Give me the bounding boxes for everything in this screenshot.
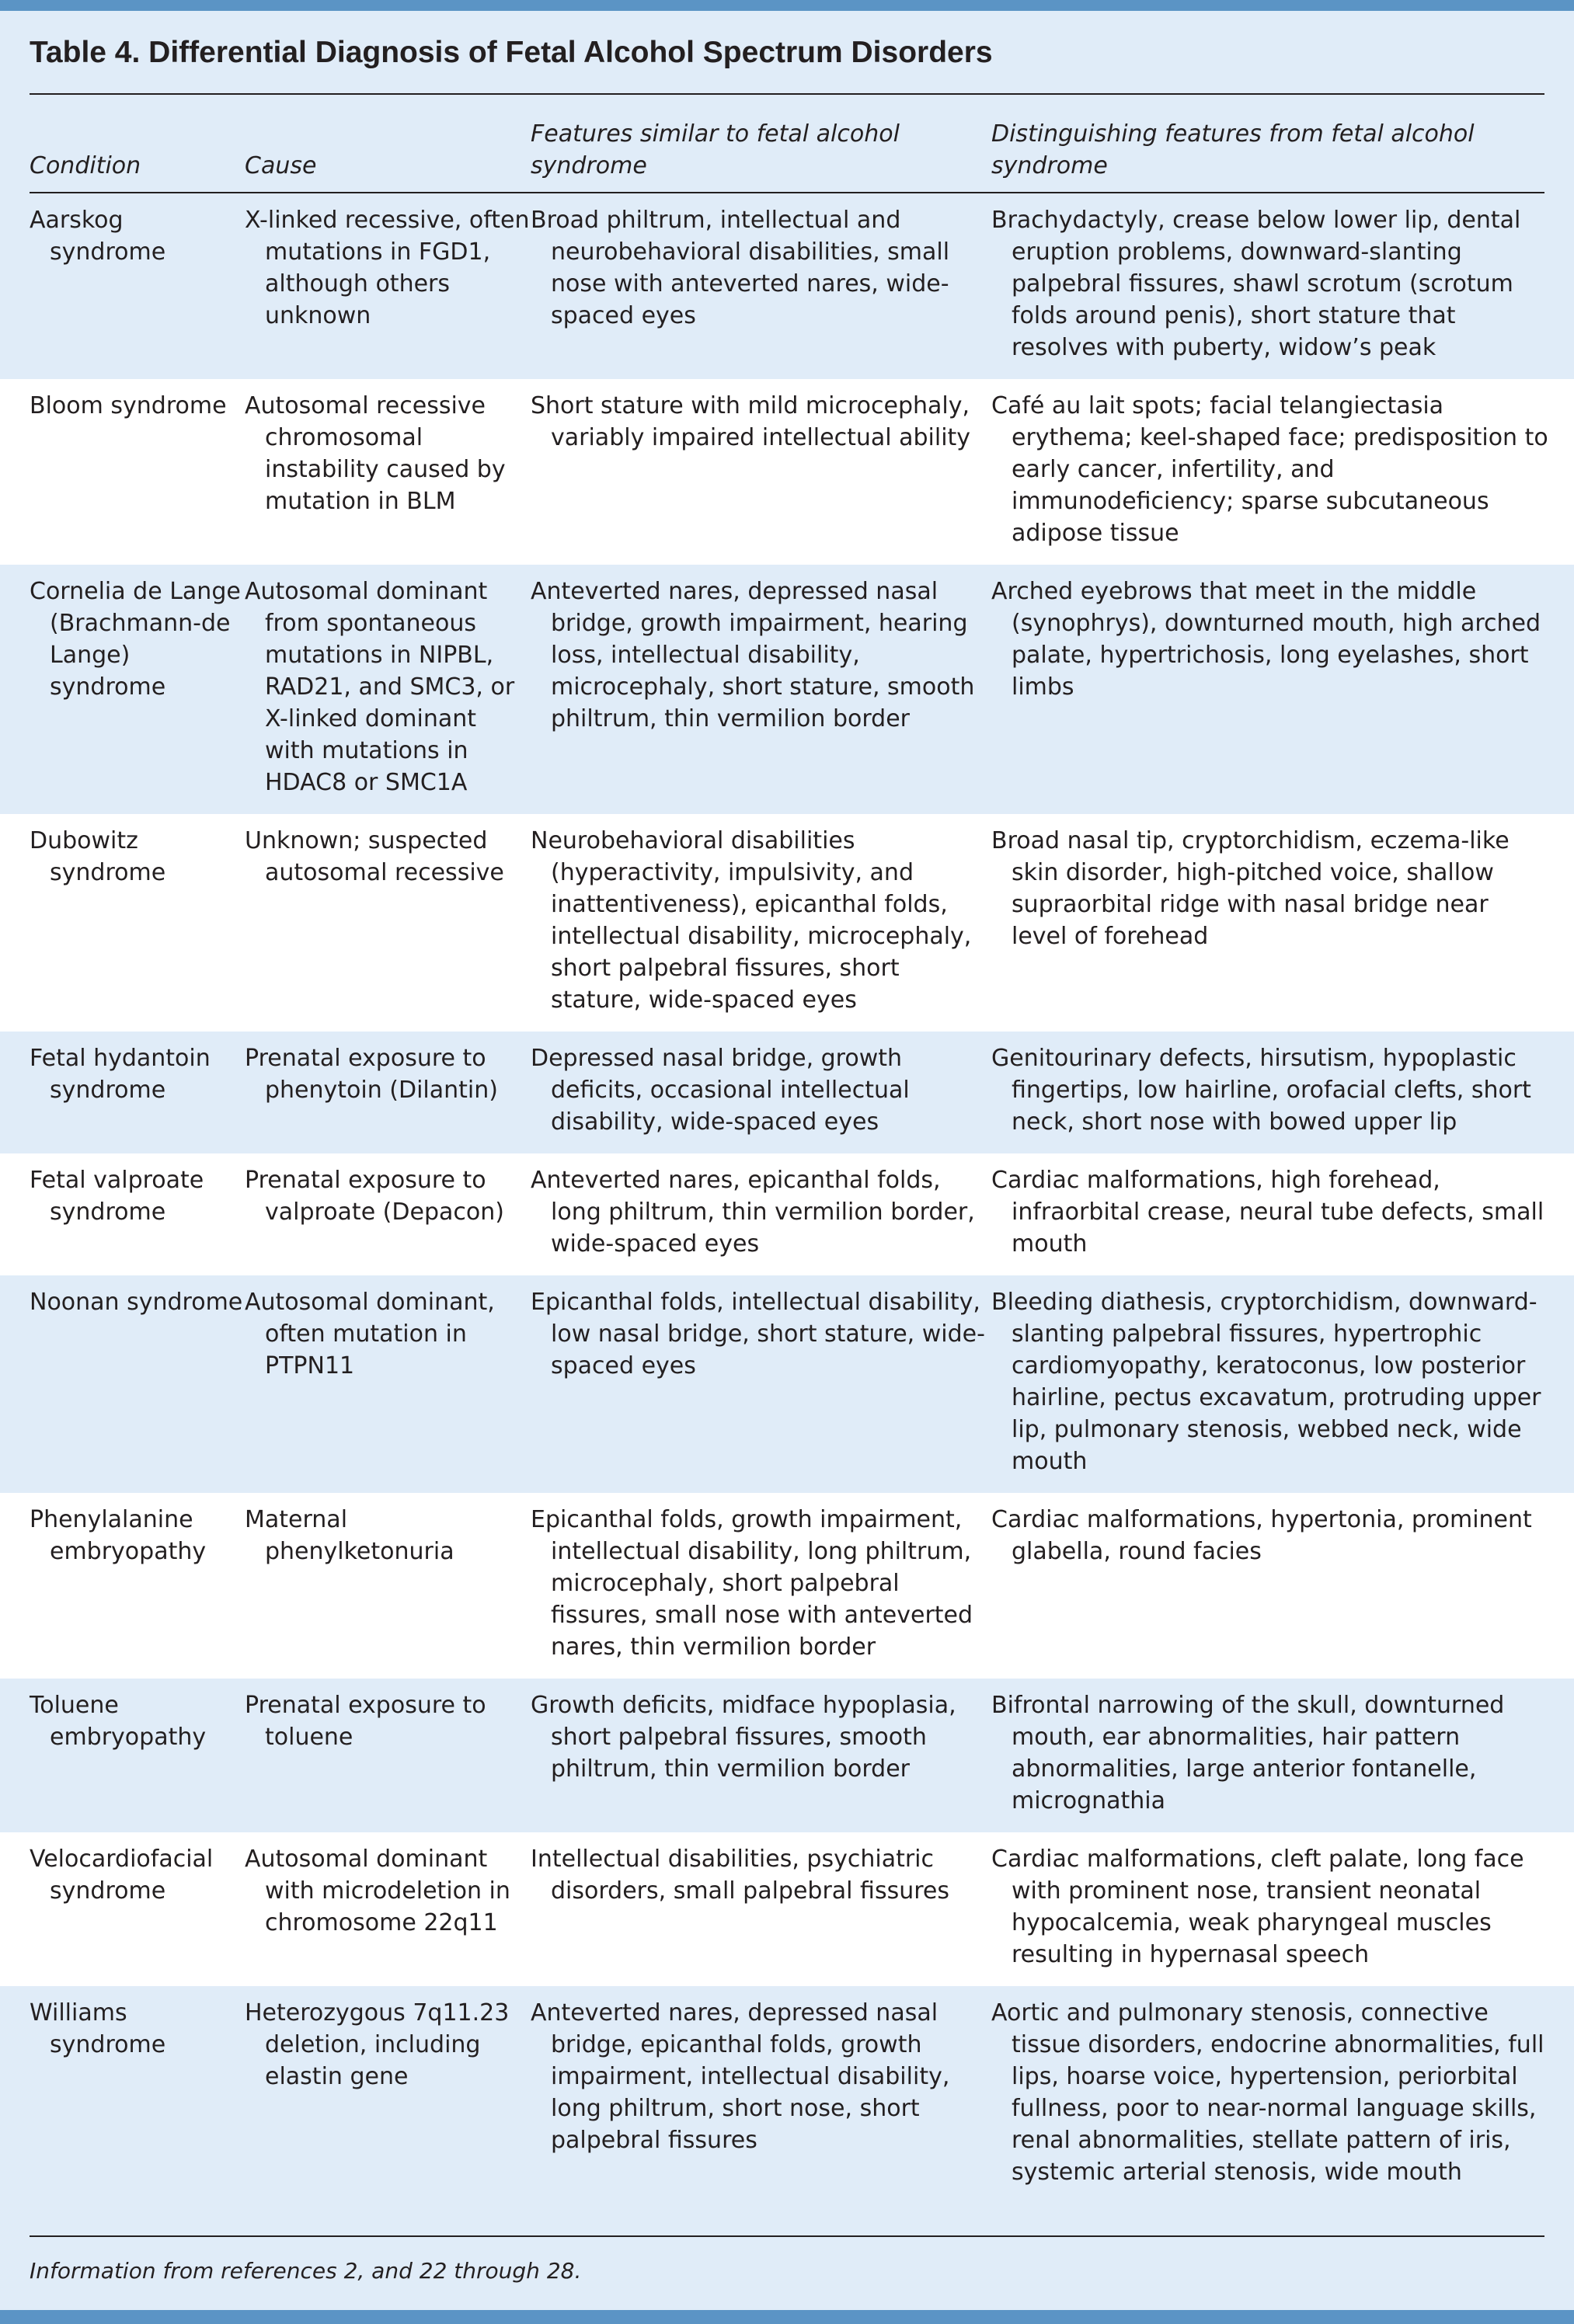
cell-distinguishing-features	[991, 1986, 1574, 2204]
cell-condition	[0, 1032, 245, 1153]
cell-condition-text: Aarskog syndrome	[30, 207, 166, 266]
cell-distinguishing-features-text: Cardiac malformations, high forehead, infraorbital crease, neural tube defects, small mouth	[991, 1167, 1544, 1258]
cell-cause-text: Autosomal recessive chromosomal instability caused by mutation in BLM	[245, 392, 506, 515]
cell-cause	[245, 1275, 531, 1493]
cell-similar-features-text: Short stature with mild microcephaly, variably impaired intellectual ability	[531, 392, 971, 451]
cell-condition-text: Fetal hydantoin syndrome	[30, 1045, 211, 1104]
cell-cause	[245, 814, 531, 1032]
cell-distinguishing-features-text: Cardiac malformations, hypertonia, prominent glabella, round facies	[991, 1506, 1532, 1565]
table-row	[0, 1032, 1574, 1153]
cell-similar-features	[531, 1275, 991, 1493]
cell-cause-text: Autosomal dominant with microdeletion in chromosome 22q11	[245, 1846, 510, 1936]
cell-similar-features	[531, 1032, 991, 1153]
cell-cause	[245, 379, 531, 565]
cell-cause	[245, 565, 531, 814]
cell-condition	[0, 1493, 245, 1679]
table-row	[0, 1679, 1574, 1832]
cell-condition-text: Bloom syndrome	[30, 392, 227, 419]
table-row	[0, 814, 1574, 1032]
cell-similar-features	[531, 1986, 991, 2204]
cell-similar-features	[531, 565, 991, 814]
cell-condition-text: Velocardiofacial syndrome	[30, 1846, 214, 1905]
cell-distinguishing-features-text: Cardiac malformations, cleft palate, long face with prominent nose, transient neonatal hypocalcemia, weak pharyngeal muscles resulting in hypernasal speech	[991, 1846, 1524, 1968]
cell-similar-features-text: Growth deficits, midface hypoplasia, short palpebral fissures, smooth philtrum, thin vermilion border	[531, 1692, 956, 1783]
cell-cause-text: Heterozygous 7q11.23 deletion, including elastin gene	[245, 1999, 510, 2090]
cell-condition	[0, 1679, 245, 1832]
cell-distinguishing-features	[991, 1679, 1574, 1832]
header-cause: Cause	[245, 152, 317, 179]
cell-similar-features-text: Anteverted nares, depressed nasal bridge, epicanthal folds, growth impairment, intellectual disability, long philtrum, short nose, short palpebral fissures	[531, 1999, 950, 2154]
cell-condition	[0, 193, 245, 379]
title-rule	[30, 93, 1544, 95]
cell-similar-features-text: Neurobehavioral disabilities (hyperactivity, impulsivity, and inattentiveness), epicanthal folds, intellectual disability, microcephaly, short palpebral fissures, short stature, wide-spaced eyes	[531, 827, 972, 1014]
table-row	[0, 193, 1574, 379]
cell-distinguishing-features-text: Brachydactyly, crease below lower lip, dental eruption problems, downward-slanting palpebral fissures, shawl scrotum (scrotum folds around penis), short stature that resolves with puberty, widow’s peak	[991, 207, 1521, 361]
cell-condition-text: Noonan syndrome	[30, 1289, 243, 1316]
header-distinguishing-features: Distinguishing features from fetal alcohol syndrome	[991, 120, 1475, 179]
cell-condition-text: Toluene embryopathy	[30, 1692, 207, 1751]
cell-cause	[245, 1032, 531, 1153]
cell-condition	[0, 1986, 245, 2204]
cell-distinguishing-features-text: Bleeding diathesis, cryptorchidism, downward-slanting palpebral fissures, hypertrophic cardiomyopathy, keratoconus, low posterior hairline, pectus excavatum, protruding upper lip, pulmonary stenosis, webbed neck, wide mouth	[991, 1289, 1541, 1475]
cell-cause-text: Autosomal dominant from spontaneous mutations in NIPBL, RAD21, and SMC3, or X-linked dominant with mutations in HDAC8 or SMC1A	[245, 578, 515, 796]
header-condition: Condition	[30, 152, 141, 179]
cell-distinguishing-features-text: Arched eyebrows that meet in the middle (synophrys), downturned mouth, high arched palate, hypertrichosis, long eyelashes, short limbs	[991, 578, 1541, 701]
cell-condition	[0, 814, 245, 1032]
cell-cause	[245, 1986, 531, 2204]
cell-condition-text: Fetal valproate syndrome	[30, 1167, 204, 1226]
cell-condition	[0, 1153, 245, 1275]
cell-cause	[245, 1153, 531, 1275]
cell-distinguishing-features-text: Aortic and pulmonary stenosis, connective tissue disorders, endocrine abnormalities, full lips, hoarse voice, hypertension, periorbital fullness, poor to near-normal language skills, renal abnormalities, stellate pattern of iris, systemic arterial stenosis, wide mouth	[991, 1999, 1544, 2186]
table-row	[0, 1275, 1574, 1493]
cell-distinguishing-features	[991, 1493, 1574, 1679]
cell-similar-features-text: Broad philtrum, intellectual and neurobehavioral disabilities, small nose with anteverted nares, wide-spaced eyes	[531, 207, 950, 329]
cell-similar-features	[531, 379, 991, 565]
cell-distinguishing-features	[991, 379, 1574, 565]
cell-condition	[0, 1275, 245, 1493]
cell-cause-text: Autosomal dominant, often mutation in PTPN11	[245, 1289, 495, 1379]
table-row	[0, 565, 1574, 814]
cell-condition	[0, 379, 245, 565]
table-row	[0, 1832, 1574, 1986]
table-row	[0, 1493, 1574, 1679]
cell-condition-text: Phenylalanine embryopathy	[30, 1506, 207, 1565]
cell-distinguishing-features-text: Broad nasal tip, cryptorchidism, eczema-like skin disorder, high-pitched voice, shallow supraorbital ridge with nasal bridge near level of forehead	[991, 827, 1510, 950]
cell-similar-features	[531, 1153, 991, 1275]
cell-distinguishing-features-text: Genitourinary defects, hirsutism, hypoplastic fingertips, low hairline, orofacial clefts, short neck, short nose with bowed upper lip	[991, 1045, 1531, 1136]
cell-distinguishing-features	[991, 1032, 1574, 1153]
cell-similar-features-text: Epicanthal folds, intellectual disability, low nasal bridge, short stature, wide-spaced eyes	[531, 1289, 985, 1379]
top-accent-bar	[0, 0, 1574, 11]
table-footnote: Information from references 2, and 22 through 28.	[30, 2258, 582, 2284]
cell-distinguishing-features	[991, 1832, 1574, 1986]
cell-similar-features-text: Anteverted nares, depressed nasal bridge, growth impairment, hearing loss, intellectual disability, microcephaly, short stature, smooth philtrum, thin vermilion border	[531, 578, 975, 732]
cell-similar-features	[531, 193, 991, 379]
cell-cause	[245, 1832, 531, 1986]
cell-similar-features	[531, 814, 991, 1032]
cell-distinguishing-features	[991, 193, 1574, 379]
diagnosis-table	[0, 193, 1574, 2204]
table-row	[0, 1153, 1574, 1275]
table-row	[0, 1986, 1574, 2204]
cell-similar-features	[531, 1832, 991, 1986]
cell-cause	[245, 1493, 531, 1679]
cell-cause	[245, 193, 531, 379]
table-title: Table 4. Differential Diagnosis of Fetal Alcohol Spectrum Disorders	[30, 36, 993, 69]
header-similar-features: Features similar to fetal alcohol syndrome	[531, 120, 900, 179]
cell-distinguishing-features-text: Café au lait spots; facial telangiectasia erythema; keel-shaped face; predisposition to early cancer, infertility, and immunodeficiency; sparse subcutaneous adipose tissue	[991, 392, 1548, 547]
cell-similar-features-text: Epicanthal folds, growth impairment, intellectual disability, long philtrum, microcephaly, short palpebral fissures, small nose with anteverted nares, thin vermilion border	[531, 1506, 973, 1661]
cell-cause-text: Maternal phenylketonuria	[245, 1506, 454, 1565]
bottom-rule	[30, 2235, 1544, 2237]
cell-cause	[245, 1679, 531, 1832]
table-header-row	[0, 118, 1574, 191]
cell-distinguishing-features	[991, 1153, 1574, 1275]
cell-cause-text: Prenatal exposure to phenytoin (Dilantin)	[245, 1045, 498, 1104]
cell-similar-features-text: Anteverted nares, epicanthal folds, long philtrum, thin vermilion border, wide-spaced eyes	[531, 1167, 975, 1258]
cell-cause-text: Prenatal exposure to valproate (Depacon)	[245, 1167, 504, 1226]
cell-condition-text: Williams syndrome	[30, 1999, 166, 2058]
cell-condition-text: Dubowitz syndrome	[30, 827, 166, 886]
cell-distinguishing-features	[991, 1275, 1574, 1493]
cell-cause-text: Prenatal exposure to toluene	[245, 1692, 486, 1751]
cell-distinguishing-features	[991, 814, 1574, 1032]
cell-similar-features-text: Depressed nasal bridge, growth deficits, occasional intellectual disability, wide-spaced eyes	[531, 1045, 910, 1136]
cell-similar-features-text: Intellectual disabilities, psychiatric disorders, small palpebral fissures	[531, 1846, 949, 1905]
table-row	[0, 379, 1574, 565]
cell-condition	[0, 1832, 245, 1986]
cell-similar-features	[531, 1493, 991, 1679]
cell-condition-text: Cornelia de Lange (Brachmann-de Lange) syndrome	[30, 578, 241, 701]
cell-condition	[0, 565, 245, 814]
cell-cause-text: X-linked recessive, often mutations in FGD1, although others unknown	[245, 207, 530, 329]
bottom-accent-bar	[0, 2310, 1574, 2324]
cell-cause-text: Unknown; suspected autosomal recessive	[245, 827, 504, 886]
cell-distinguishing-features-text: Bifrontal narrowing of the skull, downturned mouth, ear abnormalities, hair pattern abnormalities, large anterior fontanelle, micrognathia	[991, 1692, 1505, 1814]
cell-similar-features	[531, 1679, 991, 1832]
cell-distinguishing-features	[991, 565, 1574, 814]
